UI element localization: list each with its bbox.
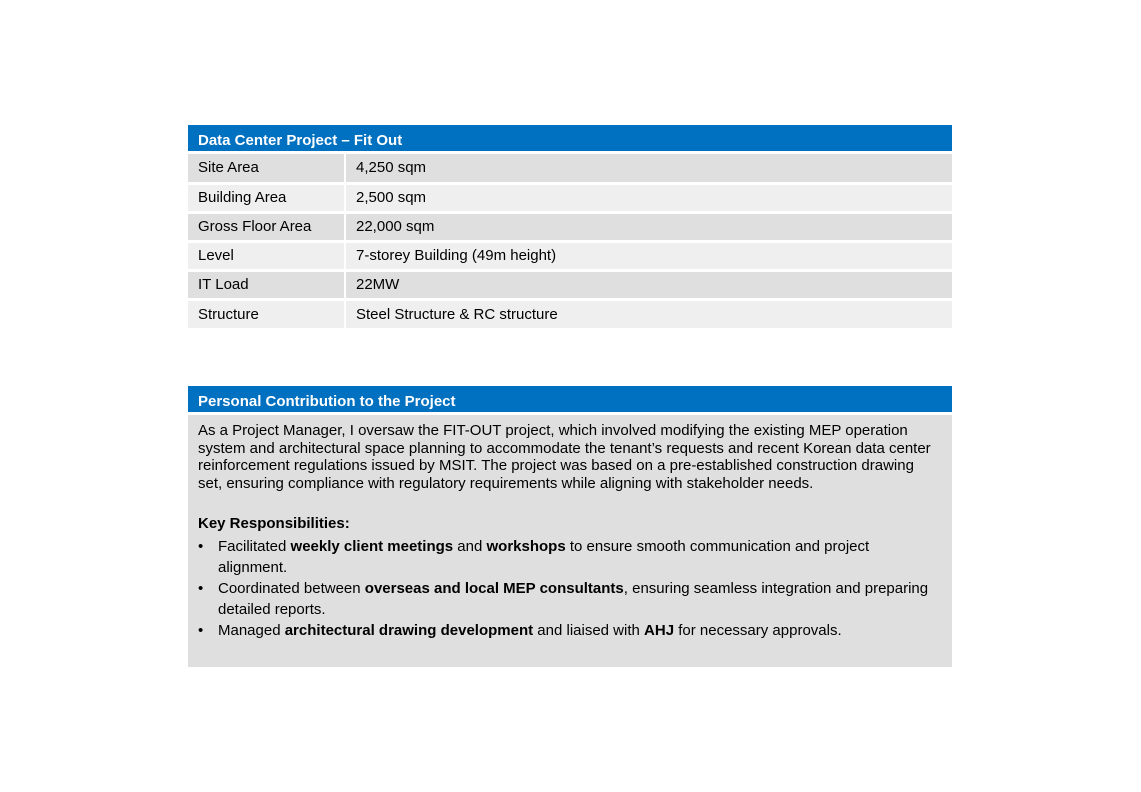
bullet-icon: • bbox=[198, 538, 204, 555]
row-label: Building Area bbox=[188, 183, 345, 212]
row-value: 22MW bbox=[345, 270, 952, 299]
table-row bbox=[188, 299, 952, 328]
row-value: 22,000 sqm bbox=[345, 212, 952, 241]
row-label: Gross Floor Area bbox=[188, 212, 345, 241]
text-run-bold: architectural drawing development bbox=[284, 622, 534, 639]
item-text-1 bbox=[218, 580, 928, 618]
key-responsibilities-title: Key Responsibilities: bbox=[198, 515, 350, 532]
row-label: Level bbox=[188, 241, 345, 270]
text-run: to ensure smooth communication and project alignment. bbox=[218, 538, 870, 576]
item-text-2 bbox=[218, 622, 842, 639]
row-label: Site Area bbox=[188, 154, 345, 183]
row-value: 2,500 sqm bbox=[345, 183, 952, 212]
bullet-icon: • bbox=[198, 580, 204, 597]
bullet-icon: • bbox=[198, 622, 204, 639]
text-run-bold: workshops bbox=[486, 538, 566, 555]
row-value: Steel Structure & RC structure bbox=[345, 299, 952, 328]
project-spec-table bbox=[188, 154, 952, 328]
text-run-bold: weekly client meetings bbox=[290, 538, 454, 555]
table-row bbox=[188, 270, 952, 299]
text-run: Coordinated between bbox=[218, 580, 365, 597]
text-run: and bbox=[453, 538, 487, 555]
text-run-bold: overseas and local MEP consultants bbox=[364, 580, 624, 597]
contribution-paragraph: As a Project Manager, I oversaw the FIT-OUT project, which involved modifying the existing MEP operation system and architectural space planning to accommodate the tenant’s requests and recent Korean data center reinforcement regulations issued by MSIT. The project was based on a pre-established construction drawing set, ensuring compliance with regulatory requirements while aligning with stakeholder needs. bbox=[198, 422, 931, 492]
row-value: 4,250 sqm bbox=[345, 154, 952, 183]
table-row bbox=[188, 241, 952, 270]
text-run: , ensuring seamless integration and preparing detailed reports. bbox=[218, 580, 929, 618]
contribution-body bbox=[188, 415, 952, 667]
text-run: and liaised with bbox=[533, 622, 645, 639]
contribution-block bbox=[188, 386, 952, 667]
row-label: Structure bbox=[188, 299, 345, 328]
project-info-block bbox=[188, 125, 952, 328]
text-run: Facilitated bbox=[218, 538, 291, 555]
contribution-title-header: Personal Contribution to the Project bbox=[188, 386, 952, 415]
text-run: Managed bbox=[218, 622, 285, 639]
table-row bbox=[188, 154, 952, 183]
text-run-bold: AHJ bbox=[644, 622, 675, 639]
table-row bbox=[188, 183, 952, 212]
row-label: IT Load bbox=[188, 270, 345, 299]
list-item bbox=[198, 578, 932, 620]
responsibilities-list bbox=[198, 536, 932, 641]
item-text-0 bbox=[218, 538, 869, 576]
table-row bbox=[188, 212, 952, 241]
project-title-header: Data Center Project – Fit Out bbox=[188, 125, 952, 154]
list-item bbox=[198, 620, 932, 641]
text-run: for necessary approvals. bbox=[674, 622, 842, 639]
row-value: 7-storey Building (49m height) bbox=[345, 241, 952, 270]
list-item bbox=[198, 536, 932, 578]
